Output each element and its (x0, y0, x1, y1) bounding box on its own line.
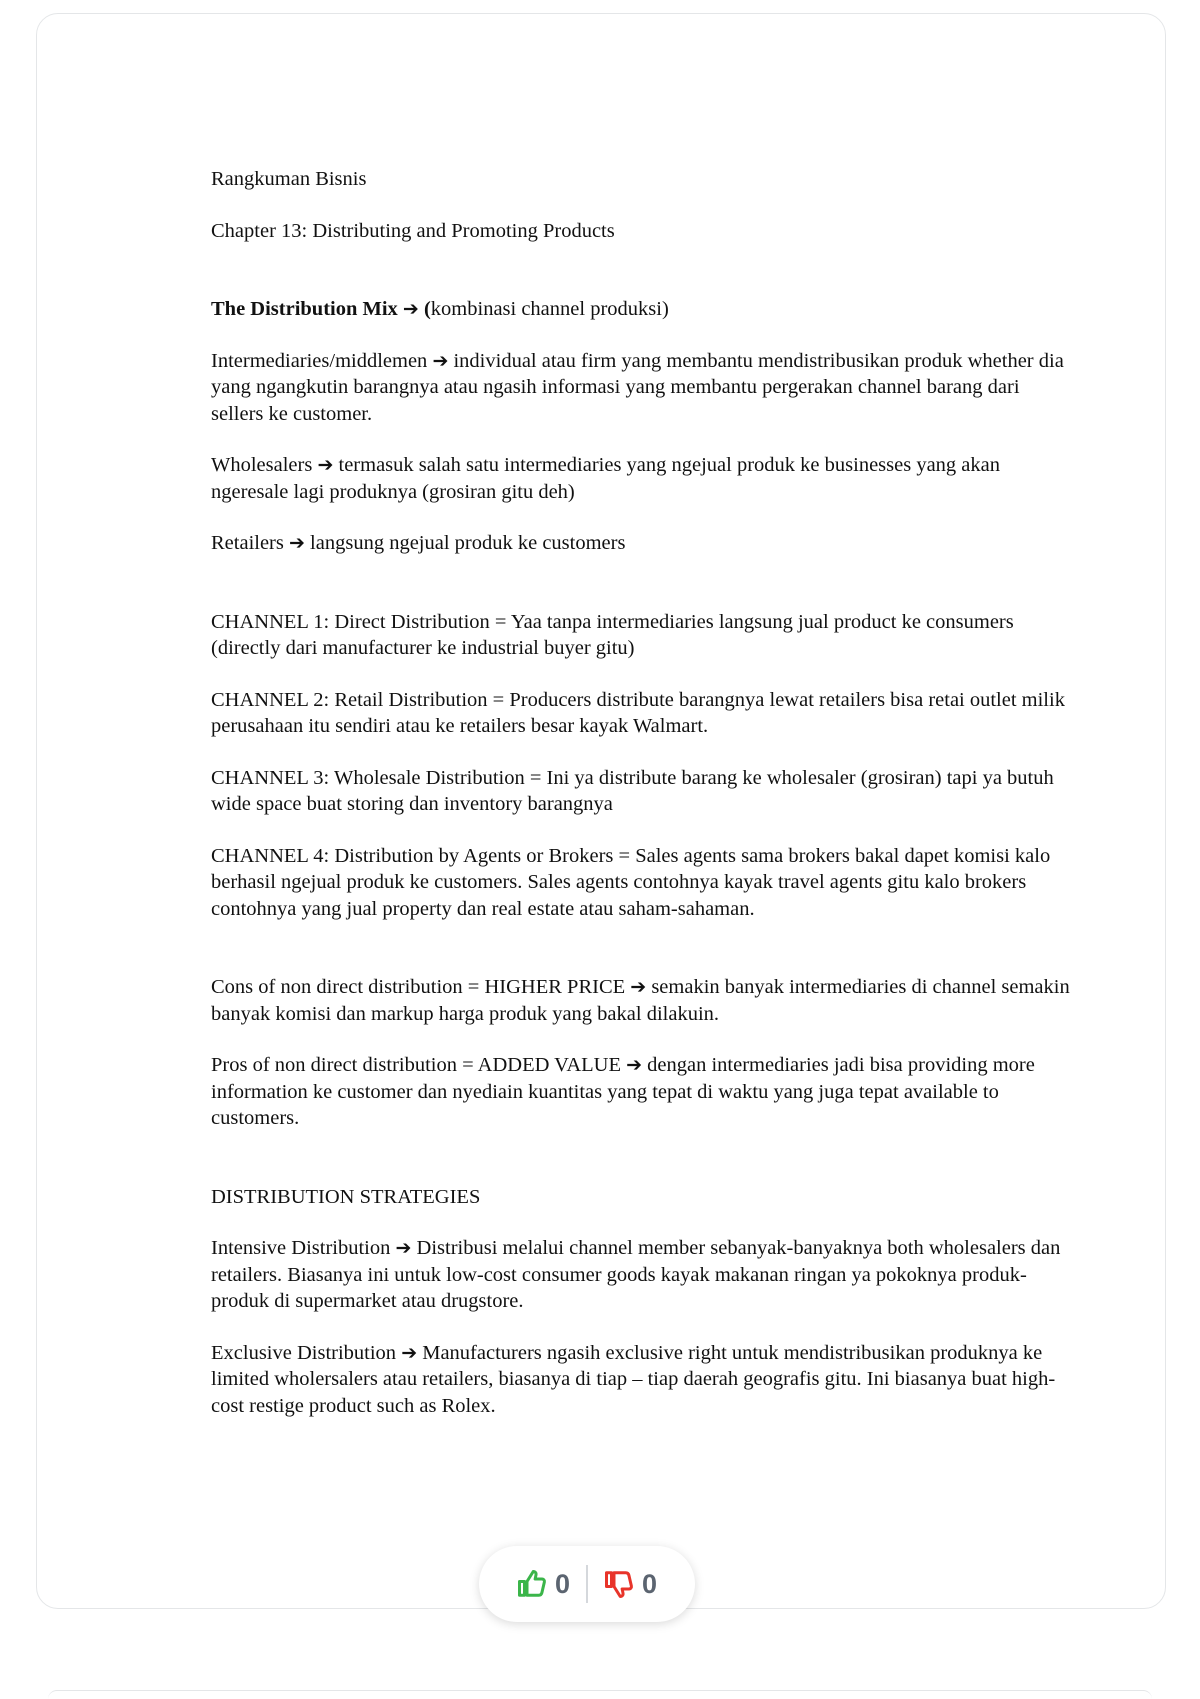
pros-desc: dengan intermediaries jadi bisa providing more information ke customer dan nyediain kuantitas yang tepat di waktu yang juga tepat available to customers. (211, 1054, 1035, 1129)
channel-3: CHANNEL 3: Wholesale Distribution = Ini ya distribute barang ke wholesaler (grosiran) tapi ya butuh wide space buat storing dan inventory barangnya (211, 766, 1054, 815)
channel-2: CHANNEL 2: Retail Distribution = Producers distribute barangnya lewat retailers bisa retai outlet milik perusahaan itu sendiri atau ke retailers besar kayak Walmart. (211, 688, 1065, 737)
wholesalers-desc: termasuk salah satu intermediaries yang ngejual produk ke businesses yang akan ngeresale lagi produknya (grosiran gitu deh) (211, 454, 1001, 503)
arrow-icon: ➔ (401, 1341, 418, 1364)
arrow-icon: ➔ (395, 1237, 412, 1259)
cons-desc: semakin banyak intermediaries di channel semakin banyak komisi dan markup harga produk yang bakal dilakuin. (211, 976, 1070, 1025)
intensive-term: Intensive Distribution (211, 1237, 391, 1259)
doc-title: Rangkuman Bisnis (211, 168, 367, 190)
arrow-icon: ➔ (432, 349, 449, 372)
intermediaries-term: Intermediaries/middlemen (211, 349, 428, 372)
intensive-desc: Distribusi melalui channel member sebanyak-banyaknya both wholesalers dan retailers. Biasanya ini untuk low-cost consumer goods kayak makanan ringan ya pokoknya produk-produk di supermarket atau drugstore. (211, 1237, 1061, 1312)
upvote-button[interactable] (501, 1569, 586, 1600)
exclusive-desc: Manufacturers ngasih exclusive right untuk mendistribusikan produknya ke limited wholersalers atau retailers, biasanya di tiap – tiap daerah geografis gitu. Ini biasanya buat high-cost restige product such as Rolex. (211, 1341, 1056, 1417)
arrow-icon: ➔ (402, 298, 419, 320)
mix-paren: ( (423, 298, 431, 320)
intensive-paragraph (211, 1235, 1071, 1315)
cons-paragraph (211, 974, 1071, 1027)
arrow-icon: ➔ (289, 532, 305, 554)
document-body (211, 166, 1071, 1419)
downvote-button[interactable] (588, 1569, 673, 1600)
document-card (36, 13, 1166, 1609)
exclusive-paragraph (211, 1340, 1071, 1420)
retailers-paragraph (211, 530, 1071, 557)
thumbs-up-icon (517, 1569, 547, 1599)
arrow-icon: ➔ (630, 976, 647, 998)
retailers-term: Retailers (211, 532, 284, 554)
wholesalers-term: Wholesalers (211, 454, 313, 476)
upvote-count: 0 (554, 1568, 570, 1599)
downvote-count: 0 (642, 1568, 658, 1599)
pros-paragraph (211, 1052, 1071, 1132)
intermediaries-paragraph (211, 348, 1071, 428)
channel-1: CHANNEL 1: Direct Distribution = Yaa tanpa intermediaries langsung jual product ke consumers (directly dari manufacturer ke industrial buyer gitu) (211, 610, 1014, 659)
chapter-title: Chapter 13: Distributing and Promoting Products (211, 219, 615, 242)
intermediaries-desc: individual atau firm yang membantu mendistribusikan produk whether dia yang ngangkutin barangnya atau ngasih informasi yang membantu pergerakan channel barang dari sellers ke customer. (211, 349, 1064, 425)
arrow-icon: ➔ (317, 454, 334, 476)
mix-heading: The Distribution Mix (211, 298, 398, 320)
pros-term: Pros of non direct distribution = ADDED VALUE (211, 1054, 621, 1076)
exclusive-term: Exclusive Distribution (211, 1341, 397, 1364)
arrow-icon: ➔ (626, 1054, 643, 1076)
thumbs-down-icon (604, 1569, 634, 1599)
mix-paragraph (211, 296, 1071, 323)
channel-4: CHANNEL 4: Distribution by Agents or Brokers = Sales agents sama brokers bakal dapet komisi kalo berhasil ngejual produk ke customers. Sales agents contohnya kayak travel agents gitu kalo brokers contohnya yang jual property dan real estate atau saham-sahaman. (211, 844, 1051, 920)
mix-desc: kombinasi channel produksi) (430, 298, 669, 320)
cons-term: Cons of non direct distribution = HIGHER PRICE (211, 976, 626, 998)
retailers-desc: langsung ngejual produk ke customers (310, 532, 626, 554)
wholesalers-paragraph (211, 452, 1071, 505)
vote-widget (479, 1546, 695, 1622)
strategies-heading: DISTRIBUTION STRATEGIES (211, 1185, 481, 1208)
